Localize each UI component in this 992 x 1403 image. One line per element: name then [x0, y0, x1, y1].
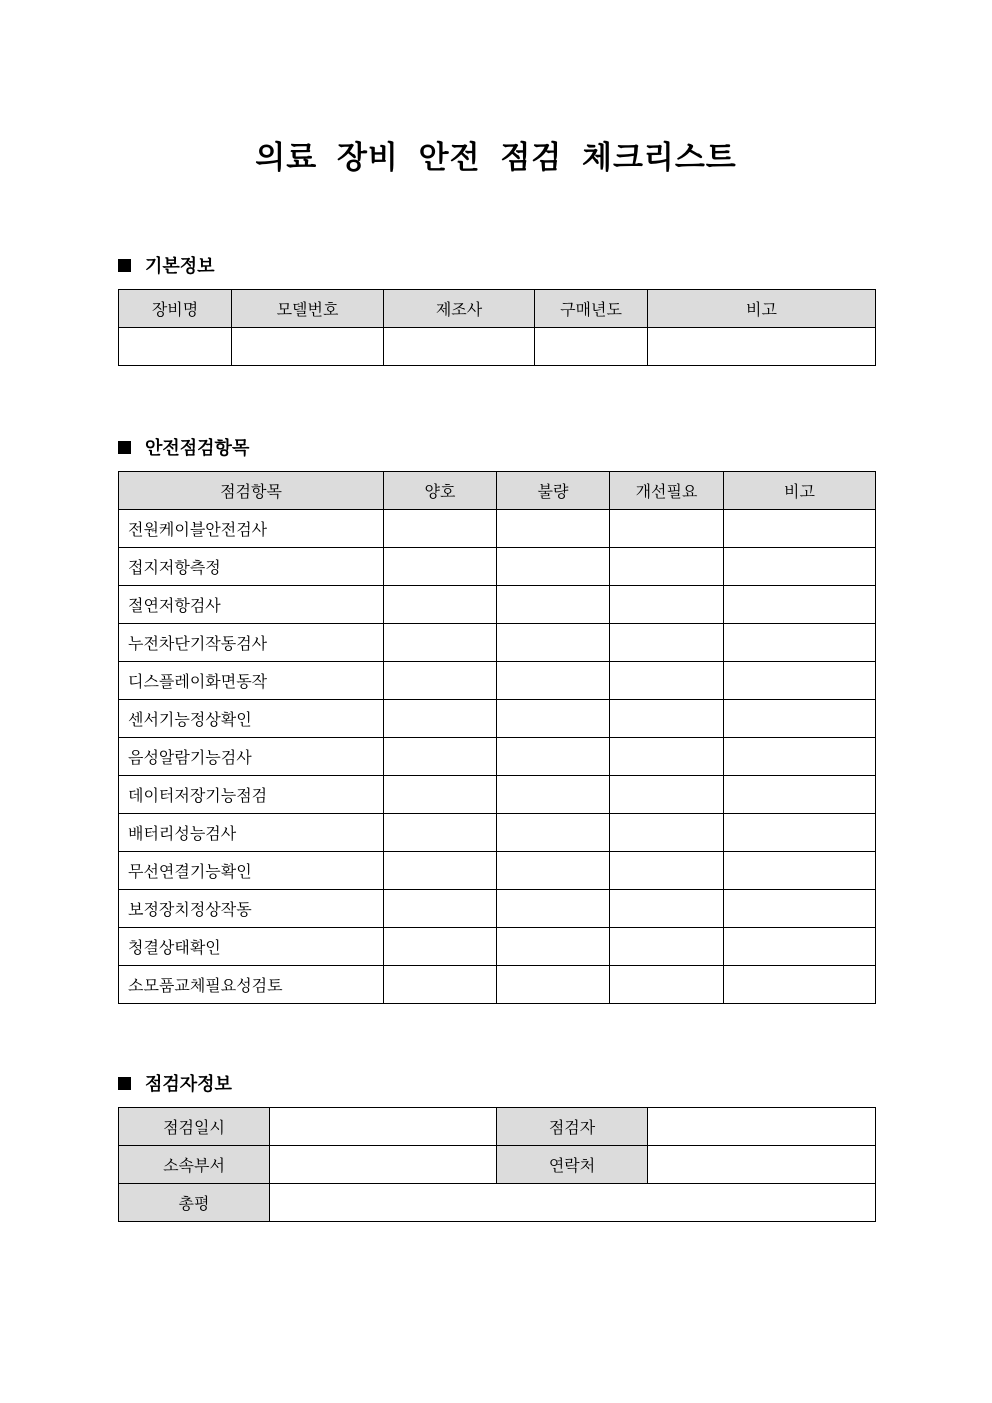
remarks-cell[interactable]: [724, 662, 876, 700]
needs-improvement-cell[interactable]: [610, 776, 724, 814]
remarks-cell[interactable]: [724, 776, 876, 814]
remarks-cell[interactable]: [724, 700, 876, 738]
column-header: 점검항목: [119, 472, 384, 510]
table-row: [119, 662, 876, 700]
equipment-name-cell[interactable]: [119, 328, 232, 366]
needs-improvement-cell[interactable]: [610, 624, 724, 662]
inspector-label: 점검자: [497, 1108, 648, 1146]
table-row: [119, 1146, 876, 1184]
check-item-label: 디스플레이화면동작: [119, 662, 384, 700]
table-row: [119, 1184, 876, 1222]
remarks-cell[interactable]: [724, 624, 876, 662]
contact-field[interactable]: [648, 1146, 876, 1184]
table-row: [119, 928, 876, 966]
needs-improvement-cell[interactable]: [610, 890, 724, 928]
column-header: 개선필요: [610, 472, 724, 510]
bad-cell[interactable]: [497, 586, 610, 624]
remarks-cell[interactable]: [724, 548, 876, 586]
bad-cell[interactable]: [497, 928, 610, 966]
section-heading-label: 기본정보: [145, 256, 215, 277]
good-cell[interactable]: [384, 852, 497, 890]
bad-cell[interactable]: [497, 738, 610, 776]
bad-cell[interactable]: [497, 814, 610, 852]
bad-cell[interactable]: [497, 510, 610, 548]
good-cell[interactable]: [384, 548, 497, 586]
column-header: 양호: [384, 472, 497, 510]
bad-cell[interactable]: [497, 852, 610, 890]
page-title: 의료 장비 안전 점검 체크리스트: [255, 140, 737, 176]
column-header: 비고: [724, 472, 876, 510]
good-cell[interactable]: [384, 966, 497, 1004]
section-heading-inspector-info: [118, 1071, 232, 1095]
good-cell[interactable]: [384, 776, 497, 814]
inspection-date-field[interactable]: [270, 1108, 497, 1146]
check-item-label: 청결상태확인: [119, 928, 384, 966]
table-row: [119, 624, 876, 662]
check-item-label: 데이터저장기능점검: [119, 776, 384, 814]
bad-cell[interactable]: [497, 624, 610, 662]
table-header-row: [119, 290, 876, 328]
table-row: [119, 814, 876, 852]
good-cell[interactable]: [384, 700, 497, 738]
table-row: [119, 776, 876, 814]
column-header: 장비명: [119, 290, 232, 328]
table-row: [119, 966, 876, 1004]
manufacturer-cell[interactable]: [384, 328, 535, 366]
section-heading-label: 점검자정보: [145, 1074, 232, 1095]
remarks-cell[interactable]: [724, 890, 876, 928]
model-number-cell[interactable]: [232, 328, 384, 366]
bad-cell[interactable]: [497, 548, 610, 586]
bad-cell[interactable]: [497, 890, 610, 928]
table-row: [119, 852, 876, 890]
review-field[interactable]: [270, 1184, 876, 1222]
table-row: [119, 586, 876, 624]
needs-improvement-cell[interactable]: [610, 852, 724, 890]
needs-improvement-cell[interactable]: [610, 814, 724, 852]
section-heading-safety-check: [118, 435, 249, 459]
square-bullet-icon: [118, 1077, 131, 1090]
table-row: [119, 738, 876, 776]
department-label: 소속부서: [119, 1146, 270, 1184]
table-row: [119, 328, 876, 366]
safety-check-rows: [119, 510, 876, 1004]
department-field[interactable]: [270, 1146, 497, 1184]
inspector-info-table: [118, 1107, 876, 1222]
check-item-label: 음성알람기능검사: [119, 738, 384, 776]
bad-cell[interactable]: [497, 700, 610, 738]
remarks-cell[interactable]: [648, 328, 876, 366]
check-item-label: 전원케이블안전검사: [119, 510, 384, 548]
good-cell[interactable]: [384, 890, 497, 928]
column-header: 모델번호: [232, 290, 384, 328]
inspection-date-label: 점검일시: [119, 1108, 270, 1146]
column-header: 제조사: [384, 290, 535, 328]
good-cell[interactable]: [384, 738, 497, 776]
needs-improvement-cell[interactable]: [610, 510, 724, 548]
review-label: 총평: [119, 1184, 270, 1222]
good-cell[interactable]: [384, 510, 497, 548]
square-bullet-icon: [118, 441, 131, 454]
good-cell[interactable]: [384, 662, 497, 700]
remarks-cell[interactable]: [724, 852, 876, 890]
table-row: [119, 890, 876, 928]
check-item-label: 보정장치정상작동: [119, 890, 384, 928]
inspector-field[interactable]: [648, 1108, 876, 1146]
check-item-label: 절연저항검사: [119, 586, 384, 624]
needs-improvement-cell[interactable]: [610, 548, 724, 586]
column-header: 구매년도: [535, 290, 648, 328]
table-row: [119, 510, 876, 548]
safety-check-table: [118, 471, 876, 1004]
check-item-label: 접지저항측정: [119, 548, 384, 586]
good-cell[interactable]: [384, 814, 497, 852]
needs-improvement-cell[interactable]: [610, 586, 724, 624]
bad-cell[interactable]: [497, 966, 610, 1004]
remarks-cell[interactable]: [724, 814, 876, 852]
remarks-cell[interactable]: [724, 586, 876, 624]
check-item-label: 누전차단기작동검사: [119, 624, 384, 662]
remarks-cell[interactable]: [724, 928, 876, 966]
bad-cell[interactable]: [497, 662, 610, 700]
remarks-cell[interactable]: [724, 738, 876, 776]
basic-info-table: [118, 289, 876, 366]
contact-label: 연락처: [497, 1146, 648, 1184]
table-header-row: [119, 472, 876, 510]
remarks-cell[interactable]: [724, 510, 876, 548]
check-item-label: 소모품교체필요성검토: [119, 966, 384, 1004]
good-cell[interactable]: [384, 928, 497, 966]
needs-improvement-cell[interactable]: [610, 966, 724, 1004]
column-header: 비고: [648, 290, 876, 328]
section-heading-label: 안전점검항목: [145, 438, 250, 459]
check-item-label: 센서기능정상확인: [119, 700, 384, 738]
bad-cell[interactable]: [497, 776, 610, 814]
good-cell[interactable]: [384, 586, 497, 624]
table-row: [119, 1108, 876, 1146]
needs-improvement-cell[interactable]: [610, 662, 724, 700]
square-bullet-icon: [118, 259, 131, 272]
needs-improvement-cell[interactable]: [610, 928, 724, 966]
check-item-label: 무선연결기능확인: [119, 852, 384, 890]
needs-improvement-cell[interactable]: [610, 738, 724, 776]
column-header: 불량: [497, 472, 610, 510]
section-heading-basic-info: [118, 253, 215, 277]
purchase-year-cell[interactable]: [535, 328, 648, 366]
check-item-label: 배터리성능검사: [119, 814, 384, 852]
good-cell[interactable]: [384, 624, 497, 662]
needs-improvement-cell[interactable]: [610, 700, 724, 738]
table-row: [119, 700, 876, 738]
remarks-cell[interactable]: [724, 966, 876, 1004]
table-row: [119, 548, 876, 586]
